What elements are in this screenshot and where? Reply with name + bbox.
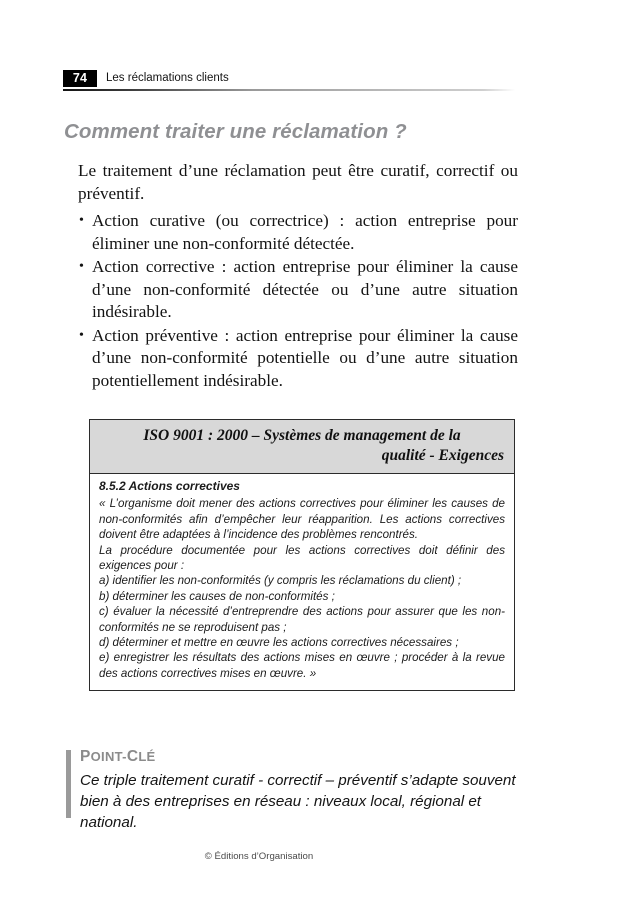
iso-box-title-line2: qualité - Exigences — [381, 447, 504, 464]
iso-box-title-line1: ISO 9001 : 2000 – Systèmes de management de la — [143, 427, 461, 444]
iso-box-body — [90, 474, 514, 690]
key-point-text: Ce triple traitement curatif - correctif – préventif s’adapte souvent bien à des entreprises en réseau : niveaux local, régional et national. — [80, 772, 516, 831]
chapter-title: Les réclamations clients — [106, 72, 229, 84]
key-point-callout — [66, 748, 518, 833]
list-item: • Action corrective : action entreprise pour éliminer la cause d’une non-conformité détectée ou d’une autre situation indésirable. — [78, 256, 518, 324]
iso-paragraph: a) identifier les non-conformités (y compris les réclamations du client) ; — [99, 574, 462, 588]
running-header — [63, 70, 518, 94]
page-title: Comment traiter une réclamation ? — [64, 120, 407, 143]
intro-paragraph: Le traitement d’une réclamation peut être curatif, correctif ou préventif. — [78, 161, 518, 203]
header-rule-divider — [63, 89, 515, 92]
iso-paragraph: « L’organisme doit mener des actions correctives pour éliminer les causes de non-conformités afin d’empêcher leur réapparition. Les actions correctives doivent être adaptées à l’incidence des problèmes rencontrés. — [99, 497, 505, 542]
iso-standard-box — [89, 419, 515, 691]
key-point-accent-bar — [66, 750, 71, 818]
iso-box-header — [90, 420, 514, 474]
key-point-label: POINT-CLÉ — [80, 748, 156, 765]
body-content — [78, 160, 518, 393]
iso-paragraph: b) déterminer les causes de non-conformités ; — [99, 589, 335, 603]
list-item: • Action préventive : action entreprise pour éliminer la cause d’une non-conformité potentielle ou d’une autre situation potentiellement indésirable. — [78, 325, 518, 393]
page-footer: © Éditions d’Organisation — [204, 851, 314, 862]
list-item: • Action curative (ou correctrice) : action entreprise pour éliminer une non-conformité détectée. — [78, 210, 518, 255]
iso-clause-title: 8.5.2 Actions correctives — [99, 479, 240, 493]
iso-paragraph: e) enregistrer les résultats des actions mises en œuvre ; procéder à la revue des actions correctives mises en œuvre. » — [99, 651, 505, 680]
action-types-list — [78, 210, 518, 392]
iso-paragraph: c) évaluer la nécessité d’entreprendre des actions pour assurer que les non-conformités ne se reproduisent pas ; — [99, 605, 505, 634]
page-number-badge: 74 — [63, 70, 97, 87]
iso-paragraph: La procédure documentée pour les actions correctives doit définir des exigences pour : — [99, 543, 505, 573]
iso-paragraph: d) déterminer et mettre en œuvre les actions correctives nécessaires ; — [99, 636, 459, 650]
